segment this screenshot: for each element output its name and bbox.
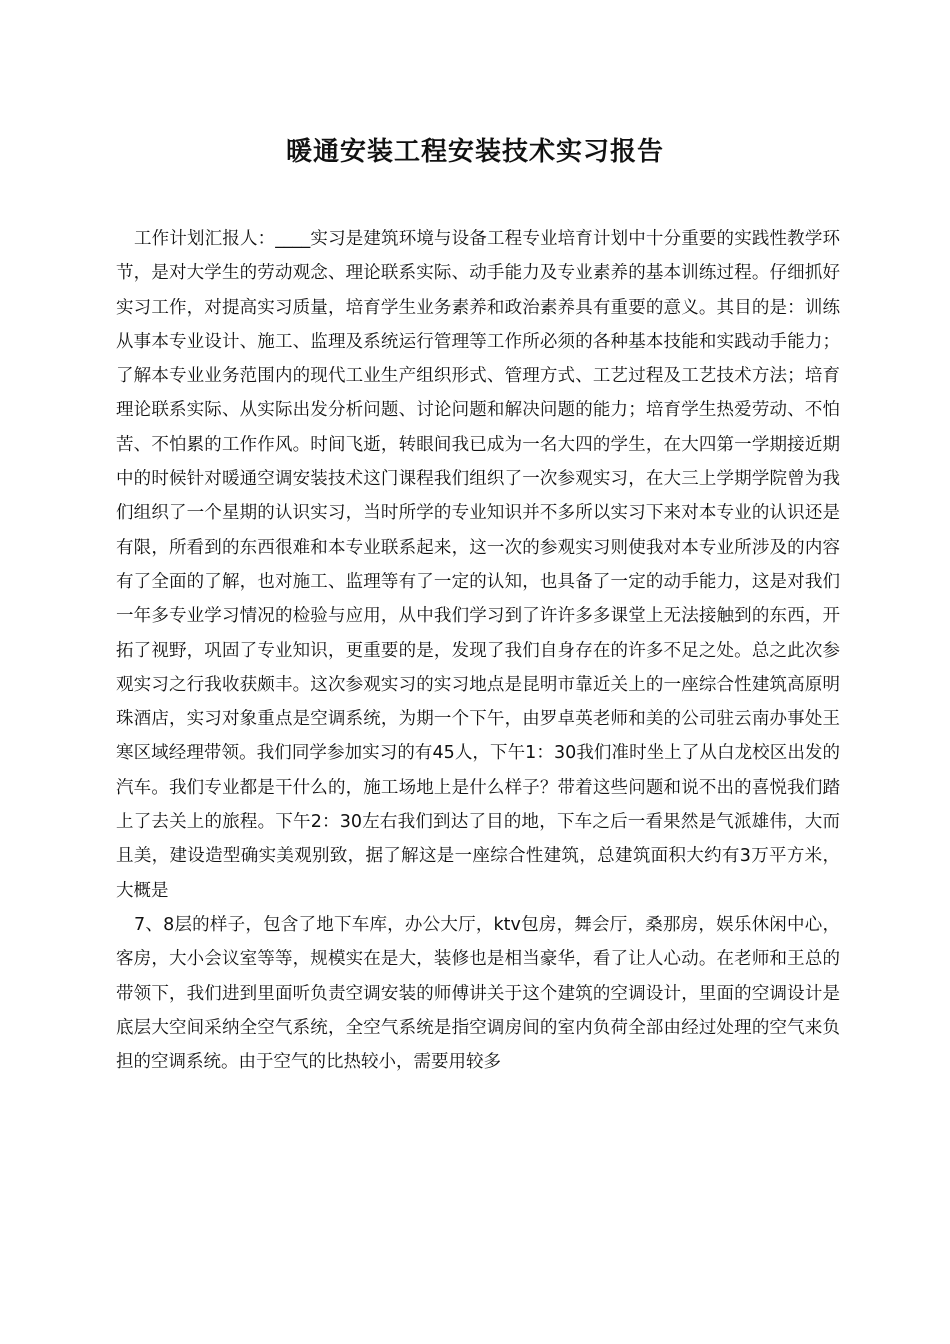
- paragraph-2: 7、8层的样子，包含了地下车库，办公大厅，ktv包房，舞会厅，桑那房，娱乐休闲中心，客房，大小会议室等等，规模实在是大，装修也是相当豪华，看了让人心动。在老师和王总的带领下，我们进到里面听负责空调安装的师傅讲关于这个建筑的空调设计，里面的空调设计是底层大空间采纳全空气系统，全空气系统是指空调房间的室内负荷全部由经过处理的空气来负担的空调系统。由于空气的比热较小，需要用较多: [116, 914, 840, 1073]
- paragraph-1: 工作计划汇报人：____实习是建筑环境与设备工程专业培育计划中十分重要的实践性教学环节，是对大学生的劳动观念、理论联系实际、动手能力及专业素养的基本训练过程。仔细抓好实习工作，对提高实习质量，培育学生业务素养和政治素养具有重要的意义。其目的是：训练从事本专业设计、施工、监理及系统运行管理等工作所必须的各种基本技能和实践动手能力；了解本专业业务范围内的现代工业生产组织形式、管理方式、工艺过程及工艺技术方法；培育理论联系实际、从实际出发分析问题、讨论问题和解决问题的能力；培育学生热爱劳动、不怕苦、不怕累的工作作风。时间飞逝，转眼间我已成为一名大四的学生，在大四第一学期接近期中的时候针对暖通空调安装技术这门课程我们组织了一次参观实习，在大三上学期学院曾为我们组织了一个星期的认识实习，当时所学的专业知识并不多所以实习下来对本专业的认识还是有限，所看到的东西很难和本专业联系起来，这一次的参观实习则使我对本专业所涉及的内容有了全面的了解，也对施工、监理等有了一定的认知，也具备了一定的动手能力，这是对我们一年多专业学习情况的检验与应用，从中我们学习到了许许多多课堂上无法接触到的东西，开拓了视野，巩固了专业知识，更重要的是，发现了我们自身存在的许多不足之处。总之此次参观实习之行我收获颇丰。这次参观实习的实习地点是昆明市靠近关上的一座综合性建筑高原明珠酒店，实习对象重点是空调系统，为期一个下午，由罗卓英老师和美的公司驻云南办事处王寒区域经理带领。我们同学参加实习的有45人，下午1：30我们准时坐上了从白龙校区出发的汽车。我们专业都是干什么的，施工场地上是什么样子？带着这些问题和说不出的喜悦我们踏上了去关上的旅程。下午2：30左右我们到达了目的地，下车之后一看果然是气派雄伟，大而且美，建设造型确实美观别致，据了解这是一座综合性建筑，总建筑面积大约有3万平方米，大概是: [116, 229, 840, 901]
- document-body: [116, 222, 840, 1079]
- document-title: 暖通安装工程安装技术实习报告: [285, 137, 664, 167]
